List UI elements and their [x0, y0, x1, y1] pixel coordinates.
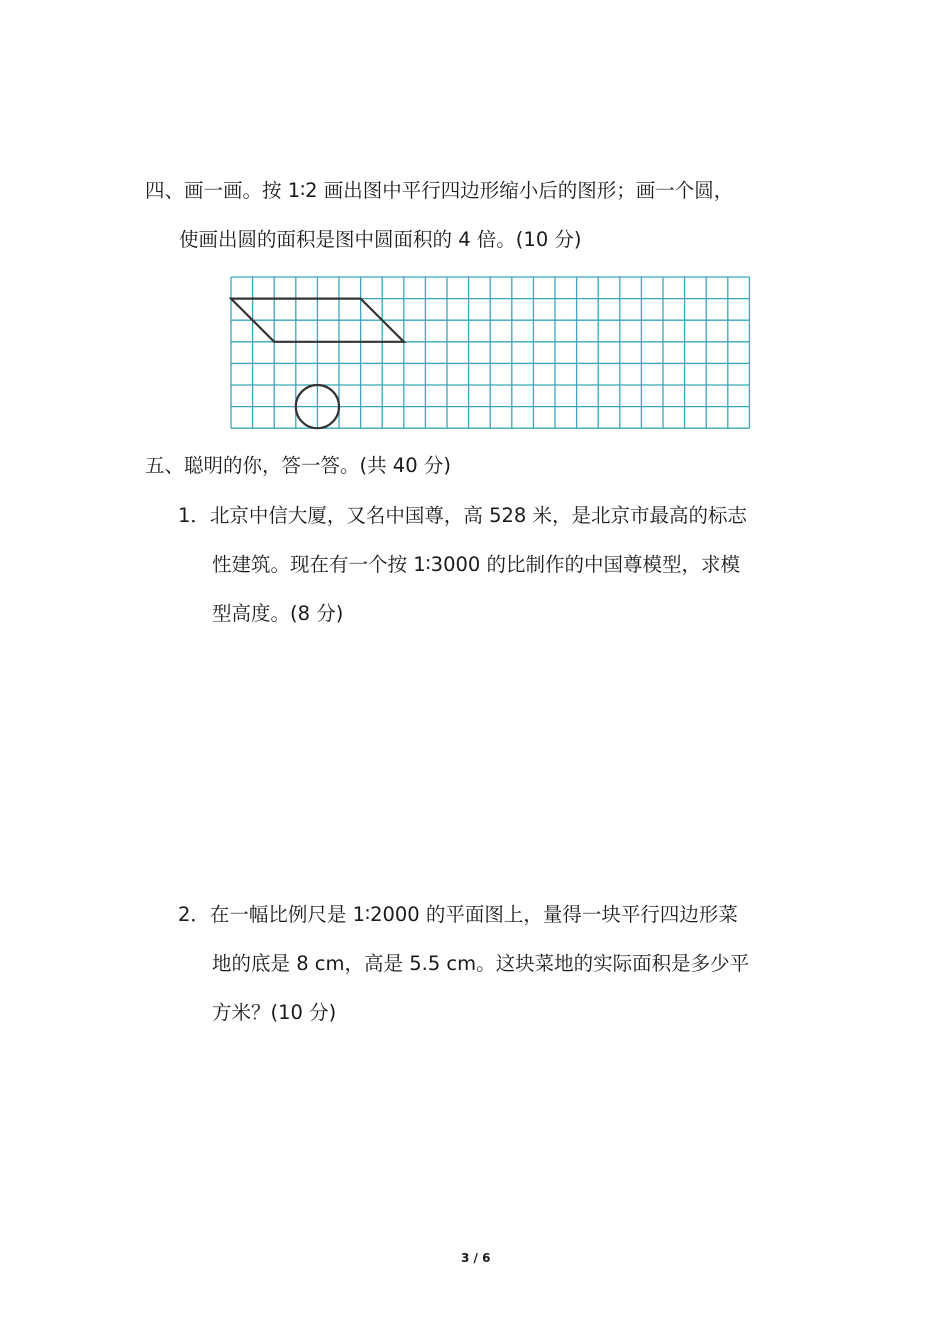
question2-line3: 方米？(10 分)	[212, 1001, 337, 1024]
question1-line2: 性建筑。现在有一个按 1∶3000 的比制作的中国尊模型，求模	[212, 553, 741, 576]
drawing-grid-figure	[229, 275, 753, 431]
section4-instruction-line2: 使画出圆的面积是图中圆面积的 4 倍。(10 分)	[179, 228, 582, 251]
question2-line2: 地的底是 8 cm，高是 5.5 cm。这块菜地的实际面积是多少平	[212, 952, 750, 975]
question1-line1: 1．北京中信大厦，又名中国尊，高 528 米，是北京市最高的标志	[178, 504, 748, 527]
question1-line3: 型高度。(8 分)	[212, 602, 344, 625]
section4-instruction-line1: 四、画一画。按 1∶2 画出图中平行四边形缩小后的图形；画一个圆，	[145, 179, 734, 202]
section5-heading: 五、聪明的你，答一答。(共 40 分)	[145, 454, 451, 477]
page-number: 3 / 6	[461, 1251, 491, 1265]
question2-line1: 2．在一幅比例尺是 1∶2000 的平面图上，量得一块平行四边形菜	[178, 903, 738, 926]
